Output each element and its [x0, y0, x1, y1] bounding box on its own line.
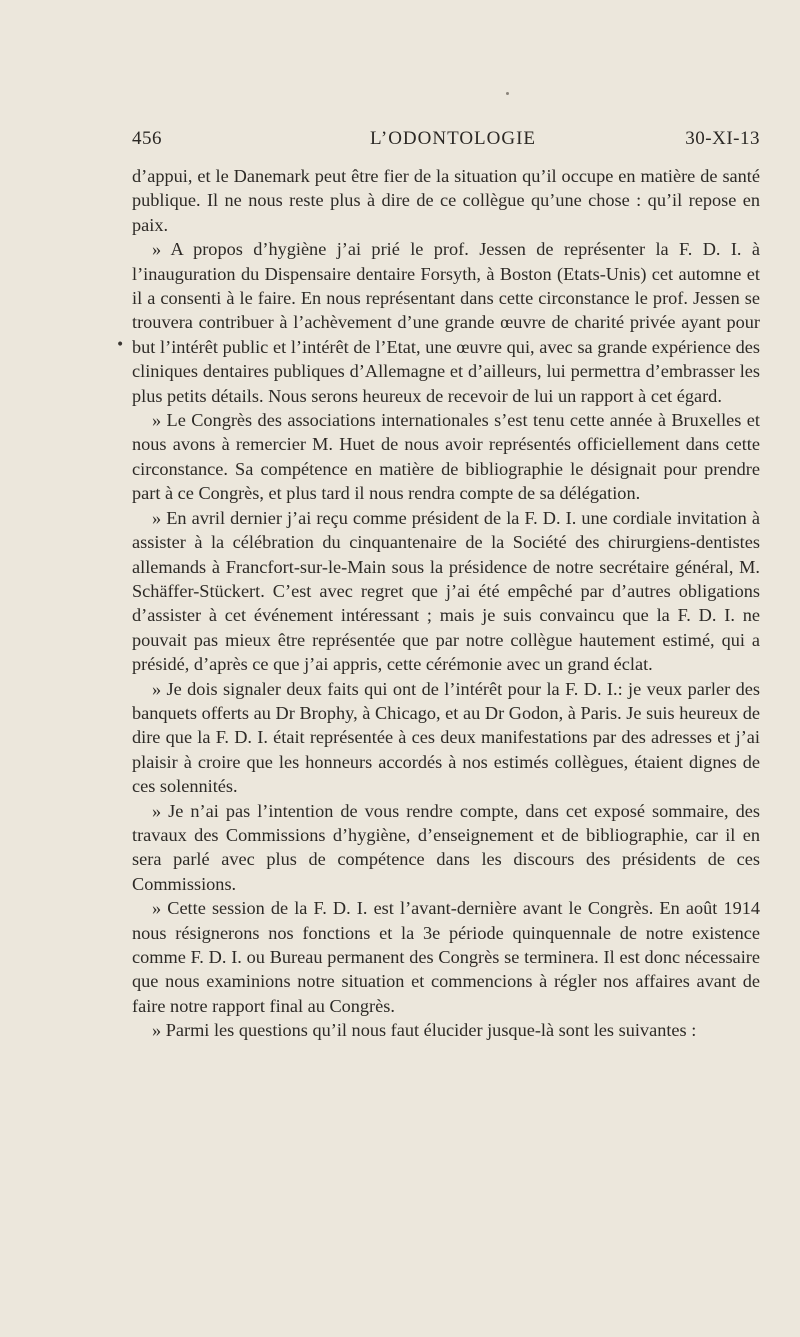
- journal-title: L’ODONTOLOGIE: [370, 128, 537, 149]
- margin-mark: •: [116, 337, 125, 353]
- body-text: [132, 164, 760, 1043]
- page-number: 456: [132, 128, 162, 149]
- paragraph: » Le Congrès des associations internationales s’est tenu cette année à Bruxelles et nous avons à remercier M. Huet de nous avoir représentés officiellement dans cette circonstance. Sa compétence en matière de bibliographie le désignait pour prendre part à ce Congrès, et plus tard il nous rendra compte de sa délégation.: [132, 410, 760, 504]
- paragraph: » Je dois signaler deux faits qui ont de l’intérêt pour la F. D. I.: je veux parler des banquets offerts au Dr Brophy, à Chicago, et au Dr Godon, à Paris. Je suis heureux de dire que la F. D. I. était représentée à ces deux manifestations par des adresses et j’ai plaisir à croire que les honneurs accordés à nos estimés collègues, étaient dignes de ces solennités.: [132, 678, 760, 797]
- issue-date: 30-XI-13: [685, 128, 760, 149]
- running-header: [132, 128, 760, 158]
- paragraph: » Je n’ai pas l’intention de vous rendre compte, dans cet exposé sommaire, des travaux des Commissions d’hygiène, d’enseignement et de bibliographie, car il en sera parlé avec plus de compétence dans les discours des présidents de ces Commissions.: [132, 800, 760, 894]
- paragraph: d’appui, et le Danemark peut être fier de la situation qu’il occupe en matière de santé publique. Il ne nous reste plus à dire de ce collègue qu’une chose : qu’il repose en paix.: [132, 166, 760, 235]
- paragraph: » Parmi les questions qu’il nous faut élucider jusque-là sont les suivantes :: [152, 1020, 697, 1041]
- paragraph: » Cette session de la F. D. I. est l’avant-dernière avant le Congrès. En août 1914 nous résignerons nos fonctions et la 3e période quinquennale de notre existence comme F. D. I. ou Bureau permanent des Congrès se terminera. Il est donc nécessaire que nous examinions notre situation et commencions à régler nos affaires avant de faire notre rapport final au Congrès.: [132, 898, 760, 1016]
- paragraph: » A propos d’hygiène j’ai prié le prof. Jessen de représenter la F. D. I. à l’inauguration du Dispensaire dentaire Forsyth, à Boston (Etats-Unis) cet automne et il a consenti à le faire. En nous représentant dans cette circonstance le prof. Jessen se trouvera contribuer à l’achèvement d’une grande œuvre de charité privée ayant pour but l’intérêt public et l’intérêt de l’Etat, une œuvre qui, avec sa grande expérience des cliniques dentaires publiques d’Allemagne et d’ailleurs, lui permettra d’embrasser les plus petits détails. Nous serons heureux de recevoir de lui un rapport à cet égard.: [132, 239, 760, 406]
- paragraph: » En avril dernier j’ai reçu comme président de la F. D. I. une cordiale invitation à assister à la célébration du cinquantenaire de la Société des chirurgiens-dentistes allemands à Francfort-sur-le-Main sous la présidence de notre secrétaire général, M. Schäffer-Stückert. C’est avec regret que j’ai été empêché par d’autres obligations d’assister à cet événement intéressant ; mais je suis convaincu que la F. D. I. ne pouvait pas mieux être représentée que par notre collègue hautement estimé, qui a présidé, d’après ce que j’ai appris, cette cérémonie avec un grand éclat.: [132, 507, 760, 675]
- paper-speck: [506, 92, 509, 95]
